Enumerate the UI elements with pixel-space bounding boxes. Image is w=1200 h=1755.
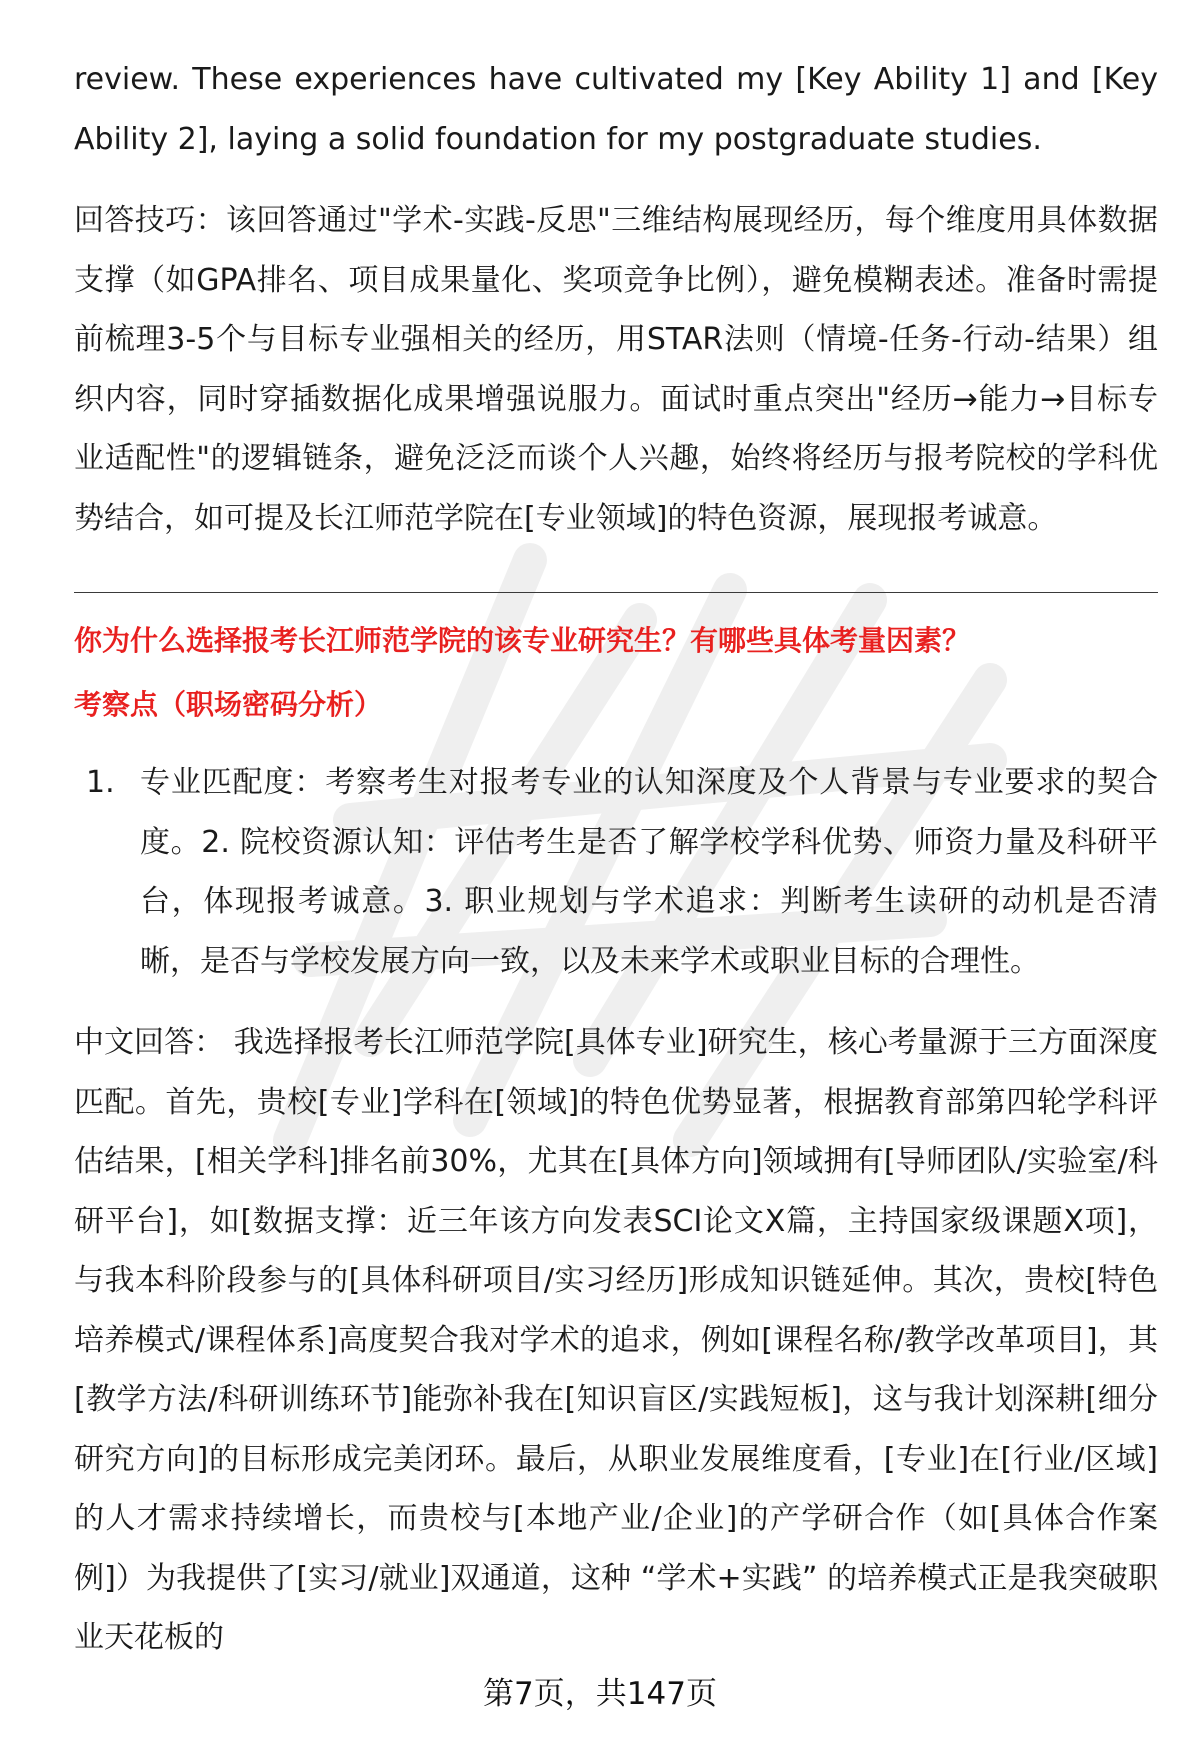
focus-list-item xyxy=(74,753,1158,991)
intro-continuation: review. These experiences have cultivated my [Key Ability 1] and [Key Ability 2], laying a solid foundation for my postgraduate studies. xyxy=(74,62,1158,157)
list-text: 专业匹配度：考察考生对报考专业的认知深度及个人背景与专业要求的契合度。2. 院校资源认知：评估考生是否了解学校学科优势、师资力量及科研平台，体现报考诚意。3. 职业规划与学术追求：判断考生读研的动机是否清晰，是否与学校发展方向一致，以及未来学术或职业目标的合理性。 xyxy=(140,765,1158,979)
spacer xyxy=(74,593,1158,619)
spacer xyxy=(74,727,1158,753)
spacer xyxy=(74,548,1158,592)
answer-tip-paragraph: 回答技巧：该回答通过"学术-实践-反思"三维结构展现经历，每个维度用具体数据支撑（如GPA排名、项目成果量化、奖项竞争比例），避免模糊表述。准备时需提前梳理3-5个与目标专业强相关的经历，用STAR法则（情境-任务-行动-结果）组织内容，同时穿插数据化成果增强说服力。面试时重点突出"经历→能力→目标专业适配性"的逻辑链条，避免泛泛而谈个人兴趣，始终将经历与报考院校的学科优势结合，如可提及长江师范学院在[专业领域]的特色资源，展现报考诚意。 xyxy=(74,203,1158,536)
spacer xyxy=(74,991,1158,1013)
question-heading: 你为什么选择报考长江师范学院的该专业研究生？有哪些具体考量因素？ xyxy=(74,624,971,657)
page-footer: 第7页，共147页 xyxy=(483,1676,717,1712)
chinese-answer-paragraph: 中文回答： 我选择报考长江师范学院[具体专业]研究生，核心考量源于三方面深度匹配。首先，贵校[专业]学科在[领域]的特色优势显著，根据教育部第四轮学科评估结果，[相关学科]排名前30%，尤其在[具体方向]领域拥有[导师团队/实验室/科研平台]，如[数据支撑：近三年该方向发表SCI论文X篇，主持国家级课题X项]，与我本科阶段参与的[具体科研项目/实习经历]形成知识链延伸。其次，贵校[特色培养模式/课程体系]高度契合我对学术的追求，例如[课程名称/教学改革项目]，其[教学方法/科研训练环节]能弥补我在[知识盲区/实践短板]，这与我计划深耕[细分研究方向]的目标形成完美闭环。最后，从职业发展维度看，[专业]在[行业/区域]的人才需求持续增长，而贵校与[本地产业/企业]的产学研合作（如[具体合作案例]）为我提供了[实习/就业]双通道，这种 “学术+实践” 的培养模式正是我突破职业天花板的 xyxy=(74,1025,1158,1655)
spacer xyxy=(74,663,1158,683)
document-page xyxy=(74,50,1158,1668)
list-number: 1. xyxy=(86,765,115,800)
spacer xyxy=(74,169,1158,191)
focus-heading: 考察点（职场密码分析） xyxy=(74,688,383,721)
